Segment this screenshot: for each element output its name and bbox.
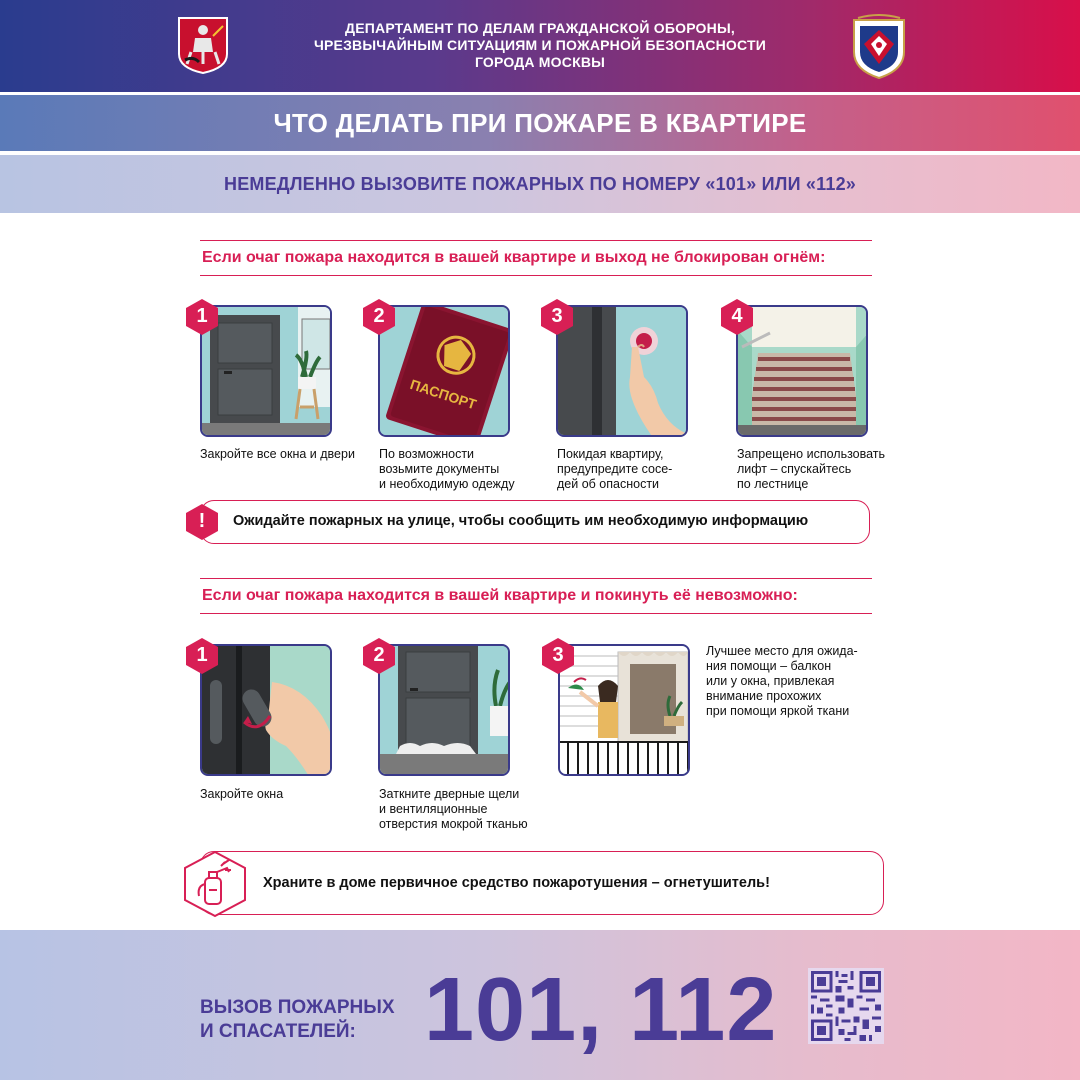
qr-code-icon[interactable] bbox=[808, 968, 884, 1044]
section2-heading bbox=[200, 578, 872, 614]
step2-number: 2 bbox=[373, 305, 385, 327]
warning-icon: ! bbox=[198, 510, 206, 532]
s2-step3-caption-line: Лучшее место для ожида- bbox=[706, 644, 858, 658]
fire-extinguisher-icon bbox=[183, 850, 247, 918]
warning-badge bbox=[185, 503, 219, 541]
step3-number-badge bbox=[540, 298, 574, 336]
extinguisher-notice bbox=[200, 851, 884, 915]
passport-label: ПАСПОРТ bbox=[408, 376, 479, 413]
s2-step3-caption-line: при помощи яркой ткани bbox=[706, 704, 850, 718]
step2-caption-line: возьмите документы bbox=[379, 462, 500, 476]
step4-number-badge bbox=[720, 298, 754, 336]
department-line-1: ДЕПАРТАМЕНТ ПО ДЕЛАМ ГРАЖДАНСКОЙ ОБОРОНЫ, bbox=[345, 20, 735, 36]
step2-number-badge bbox=[362, 298, 396, 336]
step3-caption-line: дей об опасности bbox=[557, 477, 660, 491]
s2-step2-number-badge bbox=[362, 637, 396, 675]
step3-number: 3 bbox=[551, 305, 563, 327]
s2-step3-number: 3 bbox=[552, 644, 564, 666]
wait-outside-text: Ожидайте пожарных на улице, чтобы сообщить им необходимую информацию bbox=[233, 513, 809, 529]
department-line-3: ГОРОДА МОСКВЫ bbox=[474, 54, 606, 70]
footer-band bbox=[0, 930, 1080, 1080]
step1-image-closed-door bbox=[200, 305, 332, 437]
step4-caption-line: Запрещено использовать bbox=[737, 447, 886, 461]
step4-caption-line: лифт – спускайтесь bbox=[737, 462, 852, 476]
emergency-numbers: 101, 112 bbox=[424, 960, 778, 1060]
s2-step3-caption-line: внимание прохожих bbox=[706, 689, 822, 703]
s2-step3-caption bbox=[706, 644, 858, 719]
step2-caption-line: По возможности bbox=[379, 447, 475, 461]
step3-caption-line: предупредите сосе- bbox=[557, 462, 673, 476]
s2-step2-number: 2 bbox=[373, 644, 385, 666]
step4-number: 4 bbox=[731, 305, 743, 327]
page-title: ЧТО ДЕЛАТЬ ПРИ ПОЖАРЕ В КВАРТИРЕ bbox=[273, 108, 807, 138]
emergency-call-label-line: И СПАСАТЕЛЕЙ: bbox=[200, 1021, 356, 1042]
extinguisher-text: Храните в доме первичное средство пожаротушения – огнетушитель! bbox=[263, 875, 770, 891]
step3-caption-line: Покидая квартиру, bbox=[557, 447, 664, 461]
s2-step1-image-close-window bbox=[200, 644, 332, 776]
emergency-call-label bbox=[200, 996, 395, 1044]
subtitle-band bbox=[0, 155, 1080, 213]
step2-caption-line: и необходимую одежду bbox=[379, 477, 515, 491]
step1-number-badge bbox=[185, 298, 219, 336]
page-subtitle: НЕМЕДЛЕННО ВЫЗОВИТЕ ПОЖАРНЫХ ПО НОМЕРУ «101» ИЛИ «112» bbox=[224, 174, 856, 194]
step2-image-passport bbox=[378, 305, 510, 437]
moscow-coat-of-arms-icon bbox=[177, 16, 229, 74]
s2-step2-caption-line: и вентиляционные bbox=[379, 802, 488, 816]
step3-caption bbox=[557, 447, 672, 492]
department-name bbox=[260, 20, 820, 71]
step1-caption-line: Закройте все окна и двери bbox=[200, 447, 355, 461]
step3-image-doorbell bbox=[556, 305, 688, 437]
s2-step3-image-balcony bbox=[558, 644, 690, 776]
step2-caption bbox=[379, 447, 515, 492]
s2-step2-caption bbox=[379, 787, 528, 832]
s2-step2-caption-line: отверстия мокрой тканью bbox=[379, 817, 528, 831]
section1-heading-text: Если очаг пожара находится в вашей квартире и выход не блокирован огнём: bbox=[202, 249, 826, 266]
emergency-call-label-line: ВЫЗОВ ПОЖАРНЫХ bbox=[200, 997, 395, 1018]
step1-caption bbox=[200, 447, 355, 462]
s2-step2-caption-line: Заткните дверные щели bbox=[379, 787, 520, 801]
department-line-2: ЧРЕЗВЫЧАЙНЫМ СИТУАЦИЯМ И ПОЖАРНОЙ БЕЗОПАСНОСТИ bbox=[313, 37, 767, 53]
s2-step3-number-badge bbox=[541, 637, 575, 675]
wait-outside-notice bbox=[200, 500, 870, 544]
s2-step1-number: 1 bbox=[196, 644, 208, 666]
title-band bbox=[0, 95, 1080, 151]
s2-step1-caption-line: Закройте окна bbox=[200, 787, 284, 801]
header bbox=[0, 0, 1080, 92]
section1-heading bbox=[200, 240, 872, 276]
s2-step1-number-badge bbox=[185, 637, 219, 675]
step4-caption bbox=[737, 447, 885, 492]
mchs-moscow-emblem-icon bbox=[850, 14, 908, 80]
step4-image-stairs bbox=[736, 305, 868, 437]
s2-step3-caption-line: ния помощи – балкон bbox=[706, 659, 832, 673]
s2-step2-image-door-gap bbox=[378, 644, 510, 776]
s2-step1-caption bbox=[200, 787, 283, 802]
step4-caption-line: по лестнице bbox=[737, 477, 809, 491]
step1-number: 1 bbox=[196, 305, 208, 327]
s2-step3-caption-line: или у окна, привлекая bbox=[706, 674, 835, 688]
section2-heading-text: Если очаг пожара находится в вашей квартире и покинуть её невозможно: bbox=[202, 587, 798, 604]
